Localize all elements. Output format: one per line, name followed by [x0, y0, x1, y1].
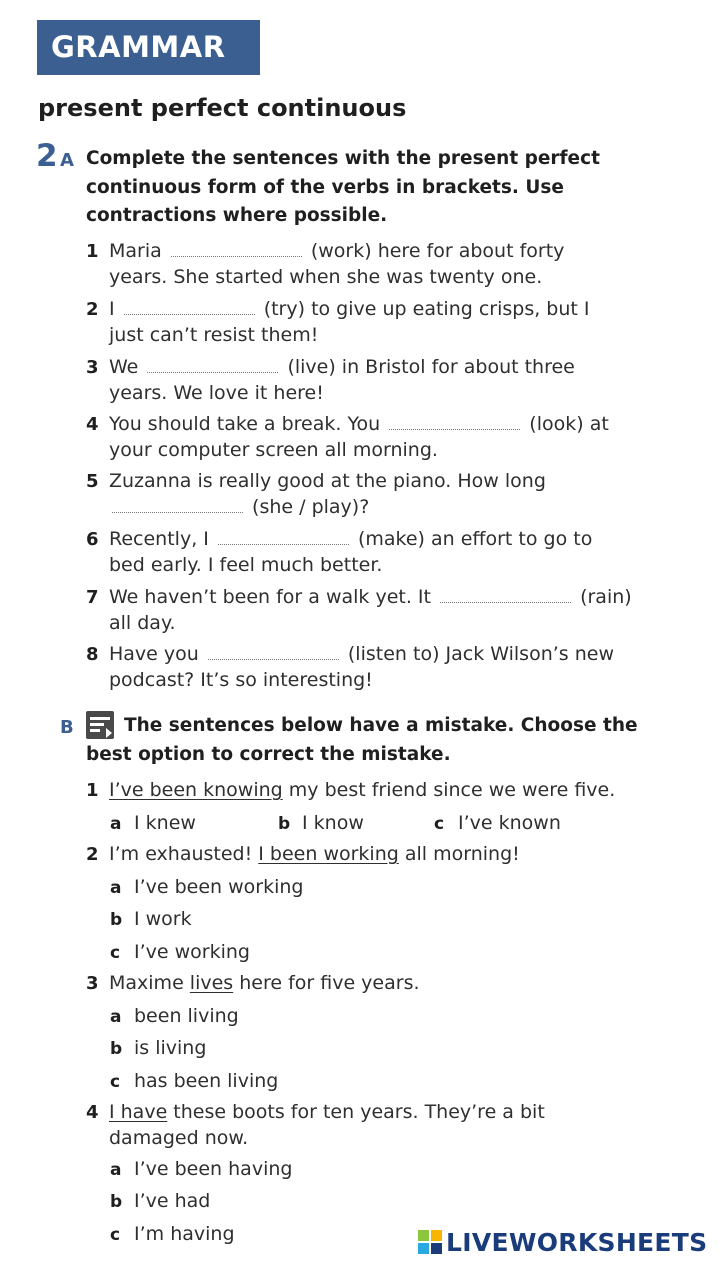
option-letter: c [110, 1225, 121, 1245]
gap-fill-sentence [109, 527, 649, 578]
sentence-text: You should take a break. You [109, 413, 387, 435]
answer-blank[interactable] [440, 588, 571, 603]
sentence-line [109, 265, 649, 291]
instruction-line: Complete the sentences with the present perfect [86, 148, 600, 169]
option-letter: c [110, 943, 121, 963]
option-letter: b [110, 1192, 123, 1212]
option-letter: a [110, 814, 122, 834]
sentence-line [109, 297, 649, 323]
mistake-sentence [109, 778, 669, 804]
liveworksheets-logo [418, 1227, 707, 1257]
sentence-line [109, 239, 649, 265]
sentence-line [109, 355, 649, 381]
part-a-instruction [86, 145, 600, 231]
sentence-text: (work) here for about forty [304, 240, 565, 262]
answer-blank[interactable] [218, 530, 349, 545]
sentence-text: (she / play)? [246, 495, 370, 518]
sentence-line [109, 438, 649, 464]
sentence-text: these boots for ten years. They’re a bit [167, 1101, 545, 1123]
option-letter: c [434, 814, 445, 834]
option-text: I’ve been working [134, 876, 304, 898]
mistake-underlined: lives [189, 972, 234, 994]
sentence-text: (look) at [523, 413, 609, 435]
answer-blank[interactable] [208, 645, 339, 660]
part-b-letter: B [60, 717, 74, 738]
item-number: 4 [86, 1102, 99, 1123]
item-number: 5 [86, 471, 99, 492]
sentence-text: Zuzanna is really good at the piano. How long [109, 470, 546, 492]
mistake-sentence [109, 842, 669, 868]
sentence-text: I’m exhausted! [109, 843, 259, 865]
sentence-text: years. We love it here! [109, 381, 324, 404]
sentence-line [109, 642, 649, 668]
item-number: 3 [86, 973, 99, 994]
option-a[interactable] [110, 876, 304, 898]
mistake-underlined: I have [109, 1101, 168, 1123]
sentence-text: Recently, I [109, 528, 215, 550]
item-number: 1 [86, 241, 99, 262]
option-letter: c [110, 1072, 121, 1092]
sentence-line [109, 469, 649, 495]
option-letter: a [110, 1007, 122, 1027]
sentence-line [109, 381, 649, 407]
sentence-line [109, 668, 649, 694]
mistake-sentence [109, 1100, 669, 1151]
sentence-line [109, 553, 649, 579]
gap-fill-sentence [109, 412, 649, 463]
option-c[interactable] [110, 1223, 235, 1245]
sentence-line [109, 1126, 669, 1152]
option-text: I’ve working [134, 941, 250, 963]
answer-blank[interactable] [112, 498, 243, 513]
exercise-number: 2 [36, 138, 58, 174]
mistake-sentence [109, 971, 669, 997]
item-number: 2 [86, 844, 99, 865]
option-letter: a [110, 1160, 122, 1180]
sentence-line [109, 778, 669, 804]
option-text: I’ve had [134, 1190, 211, 1212]
sentence-line [109, 1100, 669, 1126]
sentence-text: I [109, 298, 121, 320]
sentence-line [109, 323, 649, 349]
option-b[interactable] [110, 908, 192, 930]
answer-blank[interactable] [171, 242, 302, 257]
answer-blank[interactable] [389, 415, 520, 430]
sentence-text: (make) an effort to go to [351, 528, 593, 550]
sentence-line [109, 495, 649, 521]
option-letter: b [278, 814, 291, 834]
part-b-instruction [86, 712, 646, 769]
item-number: 8 [86, 644, 99, 665]
sentence-line [109, 527, 649, 553]
option-text: I work [134, 908, 192, 930]
item-number: 6 [86, 529, 99, 550]
instruction-line: The sentences below have a mistake. Choose the [124, 715, 638, 736]
option-letter: b [110, 1039, 123, 1059]
option-c[interactable] [110, 941, 250, 963]
sentence-text: here for five years. [233, 972, 420, 994]
option-text: been living [134, 1005, 239, 1027]
sentence-text: Have you [109, 643, 205, 665]
sentence-text: (rain) [574, 586, 632, 608]
sentence-text: all morning! [398, 843, 520, 865]
option-text: is living [134, 1037, 207, 1059]
logo-cube-icon [418, 1230, 442, 1254]
sentence-text: podcast? It’s so interesting! [109, 668, 373, 691]
logo-text: LIVEWORKSHEETS [446, 1227, 708, 1257]
option-text: I’ve been having [134, 1158, 293, 1180]
sentence-text: my best friend since we were five. [282, 779, 616, 801]
sentence-text: We [109, 356, 145, 378]
sentence-text: (listen to) Jack Wilson’s new [341, 643, 614, 665]
sentence-line [109, 971, 669, 997]
instruction-line: continuous form of the verbs in brackets. Use [86, 176, 564, 198]
instruction-line: contractions where possible. [86, 205, 388, 226]
option-letter: b [110, 910, 123, 930]
item-number: 4 [86, 414, 99, 435]
gap-fill-sentence [109, 585, 649, 636]
sentence-text: (try) to give up eating crisps, but I [257, 298, 590, 320]
sentence-text: Maria [109, 240, 168, 262]
sentence-line [109, 842, 669, 868]
sentence-text: years. She started when she was twenty one. [109, 265, 543, 288]
sentence-text: We haven’t been for a walk yet. It [109, 586, 438, 608]
sentence-line [109, 412, 649, 438]
instruction-line: best option to correct the mistake. [86, 743, 451, 765]
section-banner: GRAMMAR [37, 20, 260, 75]
option-b[interactable] [278, 812, 364, 834]
option-text: I know [302, 812, 364, 834]
item-number: 7 [86, 587, 99, 608]
gap-fill-sentence [109, 355, 649, 406]
option-a[interactable] [110, 1005, 239, 1027]
mistake-underlined: I been working [258, 843, 399, 865]
gap-fill-sentence [109, 239, 649, 290]
option-b[interactable] [110, 1190, 210, 1212]
sentence-text: your computer screen all morning. [109, 438, 438, 461]
option-text: I’ve known [458, 812, 561, 834]
sentence-text: Maxime [109, 972, 190, 994]
option-b[interactable] [110, 1037, 206, 1059]
item-number: 2 [86, 299, 99, 320]
option-text: I knew [134, 812, 196, 834]
gap-fill-sentence [109, 469, 649, 520]
sentence-text: bed early. I feel much better. [109, 553, 383, 576]
sentence-text: just can’t resist them! [109, 323, 319, 346]
sentence-text: damaged now. [109, 1126, 249, 1149]
sentence-line [109, 585, 649, 611]
section-subtitle: present perfect continuous [38, 94, 407, 122]
option-c[interactable] [434, 812, 561, 834]
part-a-letter: A [60, 150, 74, 171]
answer-blank[interactable] [147, 358, 278, 373]
option-a[interactable] [110, 1158, 292, 1180]
sentence-text: (live) in Bristol for about three [281, 356, 575, 378]
sentence-line [109, 611, 649, 637]
item-number: 1 [86, 780, 99, 801]
gap-fill-sentence [109, 297, 649, 348]
option-letter: a [110, 878, 122, 898]
mistake-underlined: I’ve been knowing [109, 779, 283, 801]
option-a[interactable] [110, 812, 196, 834]
option-c[interactable] [110, 1070, 278, 1092]
gap-fill-sentence [109, 642, 649, 693]
sentence-text: all day. [109, 611, 176, 634]
option-text: I’m having [134, 1223, 235, 1245]
option-text: has been living [134, 1070, 279, 1092]
answer-blank[interactable] [124, 300, 255, 315]
item-number: 3 [86, 357, 99, 378]
